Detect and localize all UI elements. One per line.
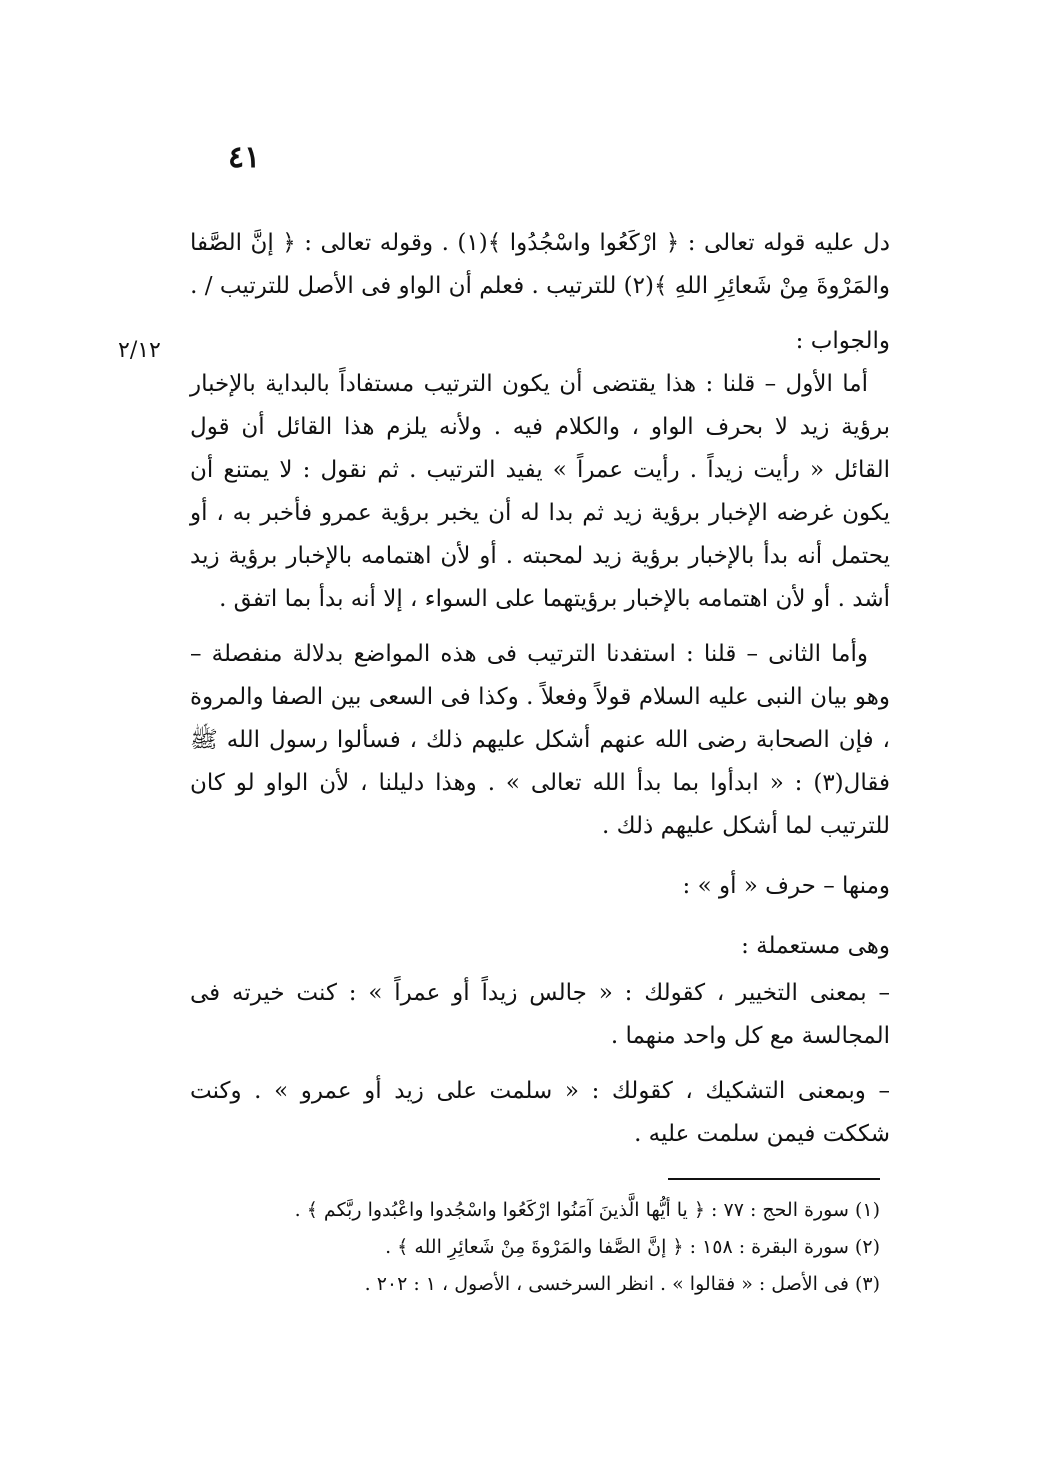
heading-usage: وهى مستعملة : <box>741 933 890 959</box>
margin-folio-note: ٢/١٢ <box>118 338 161 363</box>
footnotes <box>190 1192 880 1303</box>
paragraph-evidence: دل عليه قوله تعالى : ﴿ ارْكَعُوا واسْجُدُوا ﴾(١) . وقوله تعالى : ﴿ إنَّ الصَّفا والمَرْوةَ مِنْ شَعائِرِ اللهِ ﴾(٢) للترتيب . فعلم أن الواو فى الأصل للترتيب / . <box>190 230 890 299</box>
paragraph-second-reply: وأما الثانى – قلنا : استفدنا الترتيب فى هذه المواضع بدلالة منفصلة – وهو بيان النبى عليه السلام قولاً وفعلاً . وكذا فى السعى بين الصفا والمروة ، فإن الصحابة رضى الله عنهم أشكل عليهم ذلك ، فسألوا رسول الله ﷺ فقال(٣) : « ابدأوا بما بدأ الله تعالى » . وهذا دليلنا ، لأن الواو لو كان للترتيب لما أشكل عليهم ذلك . <box>190 641 890 839</box>
paragraph-doubt-meaning: – وبمعنى التشكيك ، كقولك : « سلمت على زيد أو عمرو » . وكنت شككت فيمن سلمت عليه . <box>190 1078 890 1147</box>
heading-particle-aw: ومنها – حرف « أو » : <box>682 873 890 899</box>
footnote-1: (١) سورة الحج : ٧٧ : ﴿ يا أيُّها الَّذينَ آمَنُوا ارْكَعُوا واسْجُدوا واعْبُدوا ربَّكم ﴾ . <box>294 1199 880 1221</box>
paragraph-choice-meaning: – بمعنى التخيير ، كقولك : « جالس زيداً أو عمراً » : كنت خيرته فى المجالسة مع كل واحد منهما . <box>190 980 890 1049</box>
page-number: ٤١ <box>228 140 261 175</box>
paragraph-first-reply: أما الأول – قلنا : هذا يقتضى أن يكون الترتيب مستفاداً بالبداية بالإخبار برؤية زيد لا بحرف الواو ، والكلام فيه . ولأنه يلزم هذا القائل أن قول القائل « رأيت زيداً . رأيت عمراً » يفيد الترتيب . ثم نقول : لا يمتنع أن يكون غرضه الإخبار برؤية زيد ثم بدا له أن يخبر برؤية عمرو فأخبر به ، أو يحتمل أنه بدأ بالإخبار برؤية زيد لمحبته . أو لأن اهتمامه بالإخبار برؤية زيد أشد . أو لأن اهتمامه بالإخبار برؤيتهما على السواء ، إلا أنه بدأ بما اتفق . <box>190 371 890 612</box>
footnote-separator <box>668 1178 880 1180</box>
footnote-2: (٢) سورة البقرة : ١٥٨ : ﴿ إنَّ الصَّفا والمَرْوةَ مِنْ شَعائِرِ الله ﴾ . <box>385 1236 880 1258</box>
heading-answer: والجواب : <box>795 328 890 354</box>
page-body <box>190 222 890 1156</box>
footnote-3: (٣) فى الأصل : « فقالوا » . انظر السرخسى ، الأصول ، ١ : ٢٠٢ . <box>364 1273 880 1295</box>
